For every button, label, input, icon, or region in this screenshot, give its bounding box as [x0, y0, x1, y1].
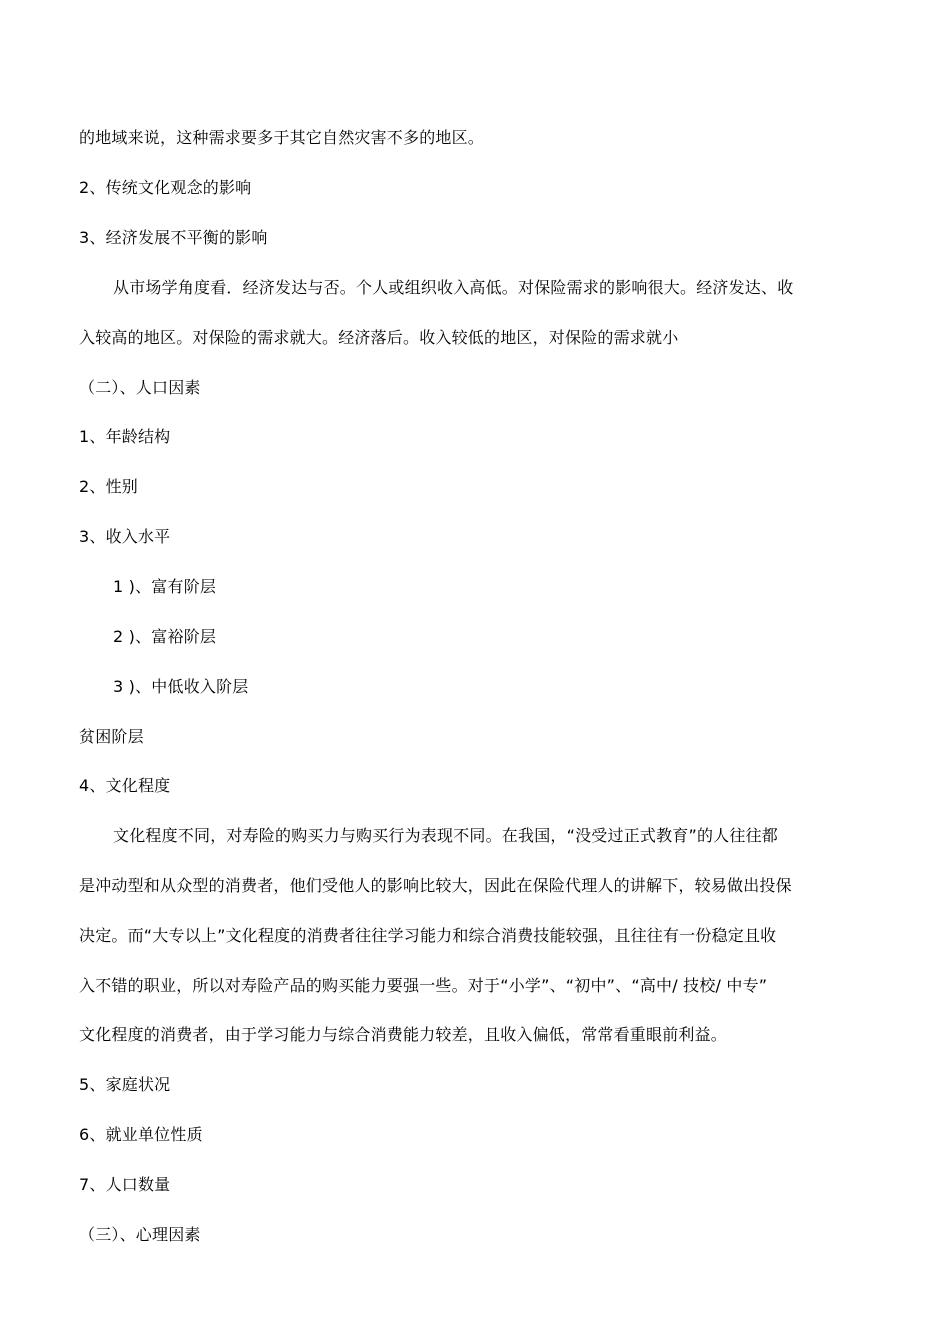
item-heading: 1、年龄结构	[79, 427, 171, 446]
item-heading: 3、收入水平	[79, 527, 171, 546]
paragraph-line: 的地域来说，这种需求要多于其它自然灾害不多的地区。	[79, 128, 485, 147]
item-heading: 4、文化程度	[79, 776, 171, 795]
paragraph-line: 从市场学角度看．经济发达与否。个人或组织收入高低。对保险需求的影响很大。经济发达、收	[113, 278, 794, 297]
paragraph-line: 是冲动型和从众型的消费者，他们受他人的影响比较大，因此在保险代理人的讲解下，较易做出投保	[79, 876, 792, 895]
paragraph-line: 文化程度的消费者，由于学习能力与综合消费能力较差，且收入偏低，常常看重眼前利益。	[79, 1025, 728, 1044]
sub-item: 1 )、富有阶层	[113, 577, 217, 596]
paragraph-line: 决定。而“大专以上”文化程度的消费者往往学习能力和综合消费技能较强，且往往有一份稳定且收	[79, 926, 777, 945]
paragraph-line: 贫困阶层	[79, 727, 144, 746]
paragraph-line: 入较高的地区。对保险的需求就大。经济落后。收入较低的地区，对保险的需求就小	[79, 328, 679, 347]
item-heading: 6、就业单位性质	[79, 1125, 203, 1144]
item-heading: 3、经济发展不平衡的影响	[79, 228, 268, 247]
sub-item: 2 )、富裕阶层	[113, 627, 217, 646]
paragraph-line: 文化程度不同，对寿险的购买力与购买行为表现不同。在我国，“没受过正式教育”的人往往都	[113, 826, 778, 845]
item-heading: 7、人口数量	[79, 1175, 171, 1194]
item-heading: 2、性别	[79, 477, 138, 496]
paragraph-line: 入不错的职业，所以对寿险产品的购买能力要强一些。对于“小学”、“初中”、“高中/ 技校/ 中专”	[79, 976, 768, 995]
sub-item: 3 )、中低收入阶层	[113, 677, 249, 696]
section-heading: （二）、人口因素	[79, 378, 201, 397]
item-heading: 5、家庭状况	[79, 1075, 171, 1094]
section-heading: （三）、心理因素	[79, 1225, 201, 1244]
item-heading: 2、传统文化观念的影响	[79, 178, 252, 197]
